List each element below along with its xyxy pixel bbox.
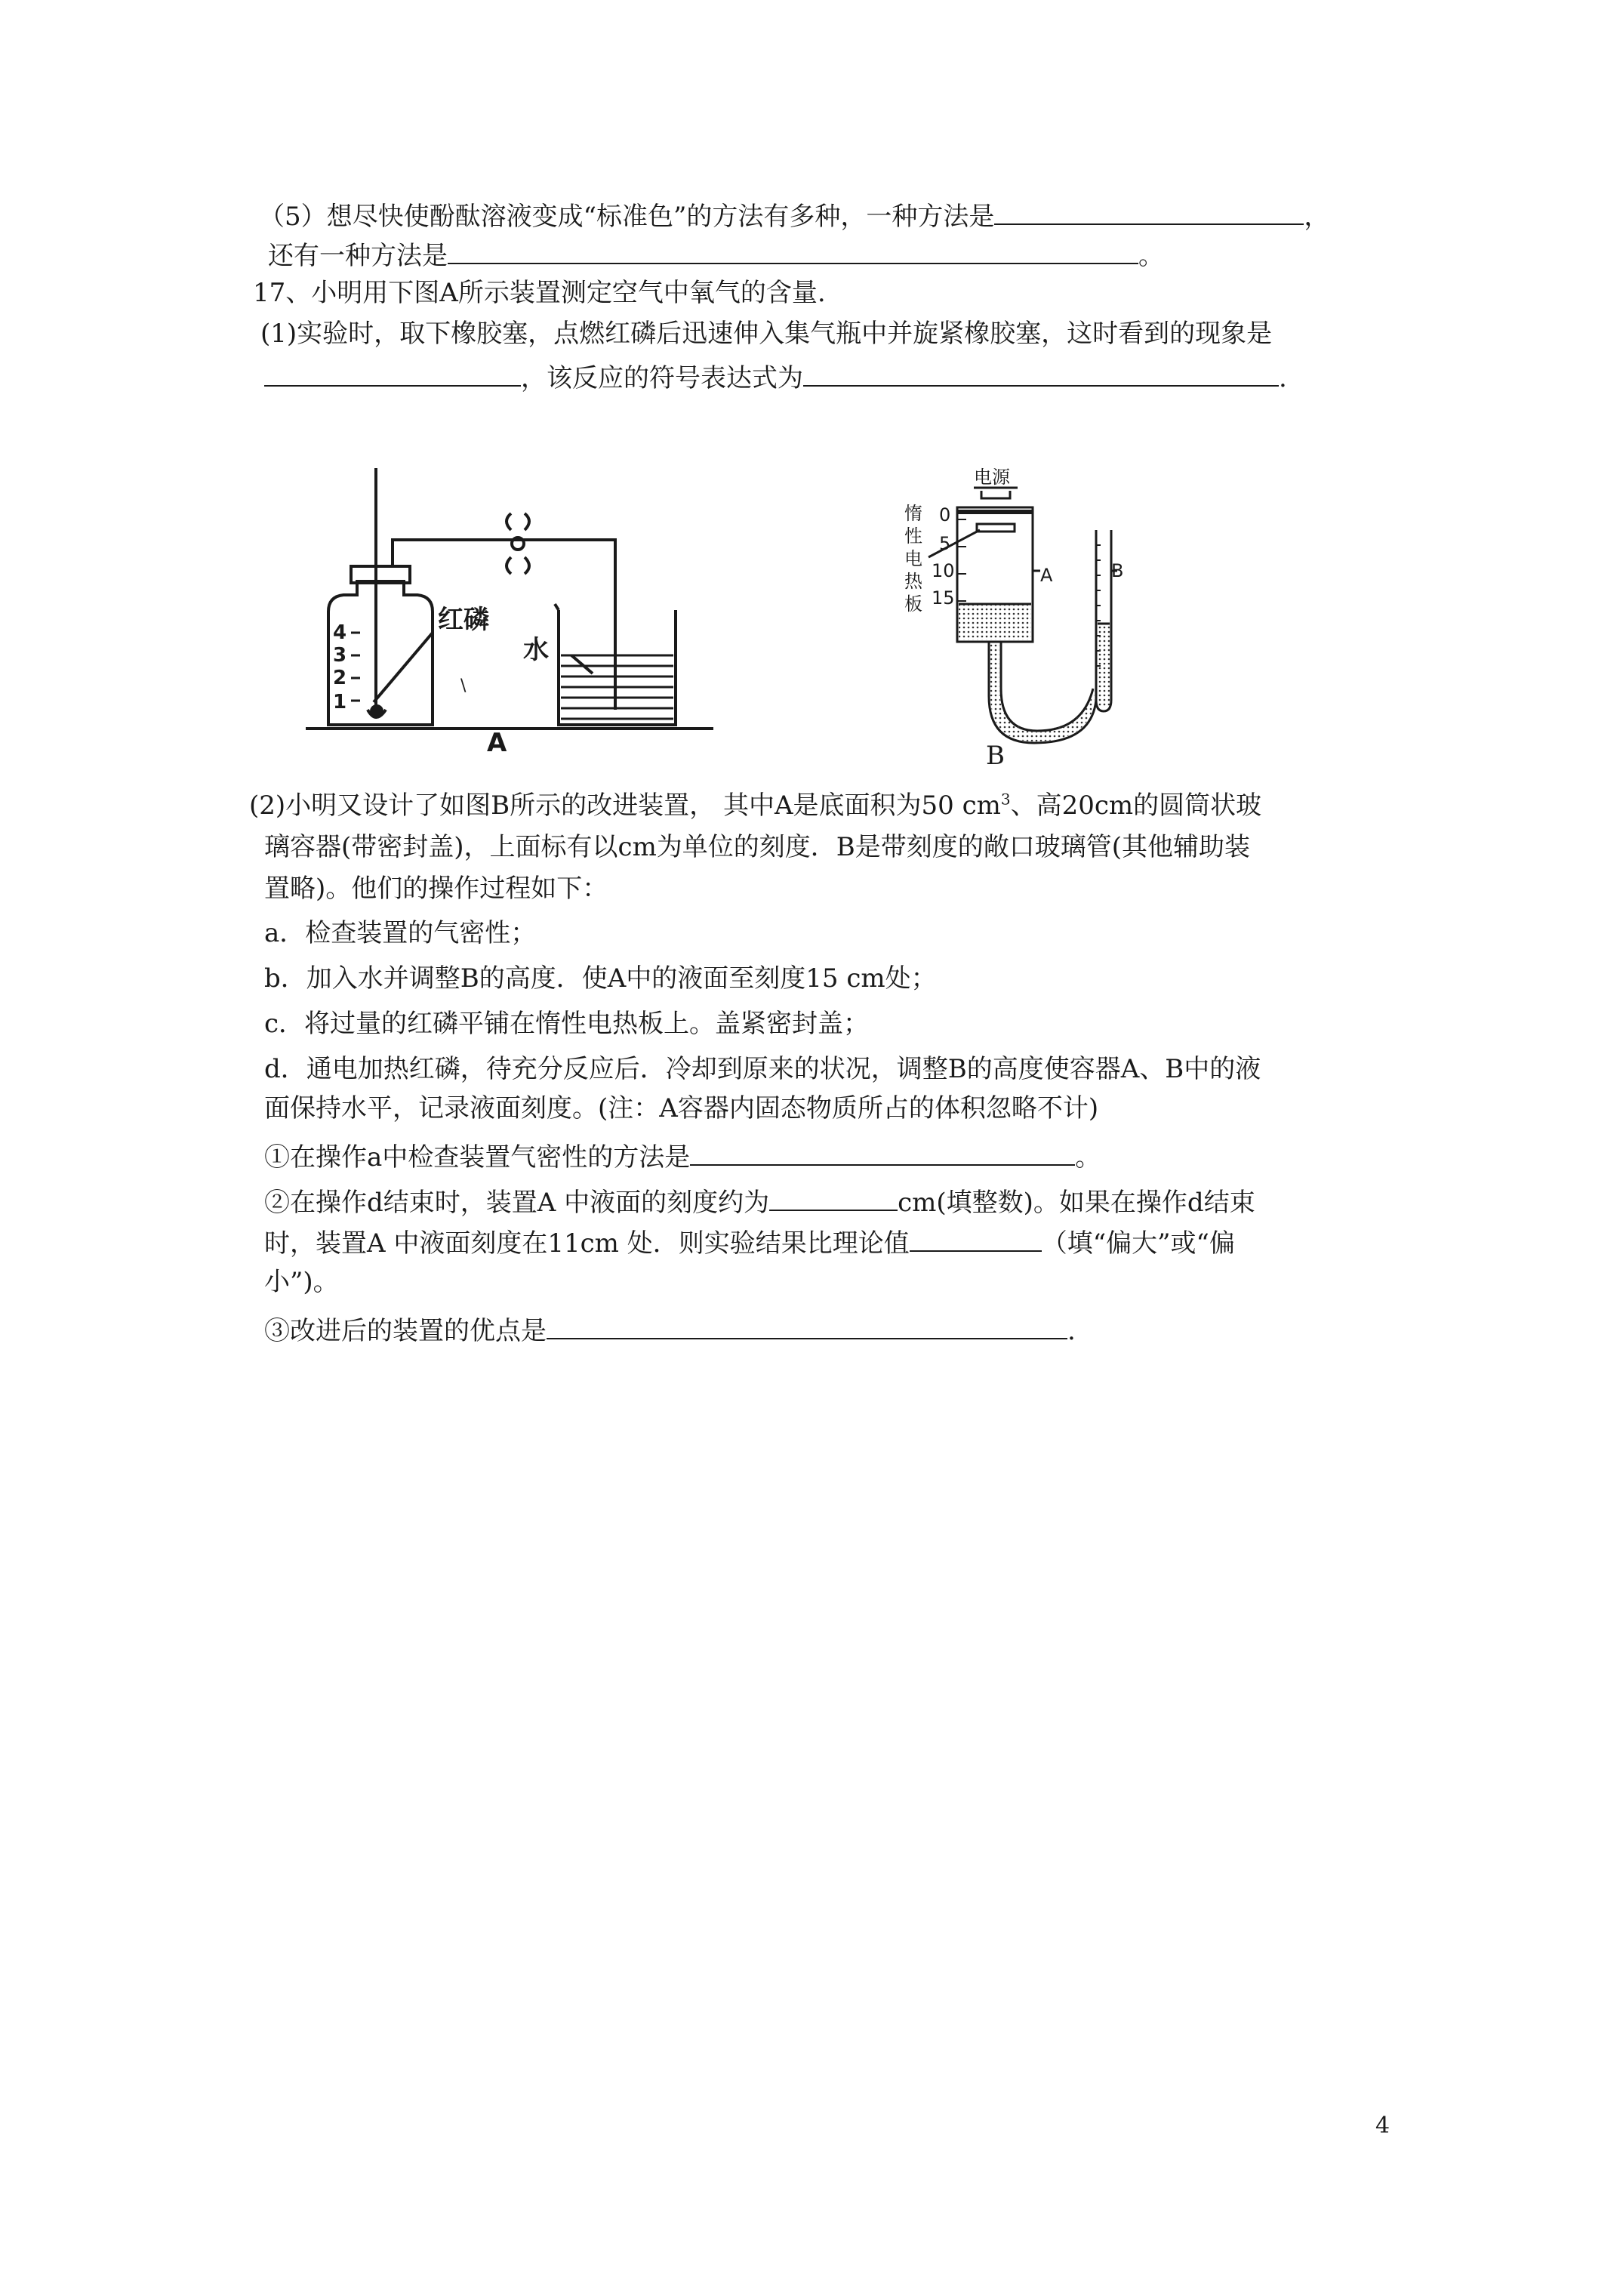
answer-blank-17-1b[interactable]	[803, 359, 1279, 387]
punct: 。	[1138, 241, 1164, 271]
sub-q2-line3: 小”)。	[264, 1267, 339, 1297]
sub-q3-text: ③改进后的装置的优点是	[264, 1316, 547, 1346]
q17-2-line1	[249, 789, 1261, 822]
label-container-a: A	[1040, 565, 1053, 586]
punct: 。	[1075, 1142, 1101, 1173]
bottle-scale-2: 2	[333, 667, 347, 689]
step-d-line1: d．通电加热红磷，待充分反应后．冷却到原来的状况，调整B的高度使容器A、B中的液	[264, 1054, 1261, 1084]
side-label-1: 性	[904, 525, 922, 547]
bottle-scale-4: 4	[333, 621, 347, 644]
side-label-4: 板	[904, 593, 922, 615]
q17-1-text: ，该反应的符号表达式为	[521, 363, 803, 393]
sub-q2-text2: 时，装置A 中液面刻度在11cm 处．则实验结果比理论值	[264, 1228, 910, 1259]
step-b: b．加入水并调整B的高度．使A中的液面至刻度15 cm处；	[264, 963, 937, 994]
liquid-b	[1098, 624, 1110, 707]
sub-q2-line1	[264, 1184, 1255, 1219]
label-power-source: 电源	[974, 467, 1010, 488]
answer-blank-q2b[interactable]	[910, 1225, 1042, 1252]
step-d-line2: 面保持水平，记录液面刻度。(注：A容器内固态物质所占的体积忽略不计)	[264, 1093, 1099, 1123]
q16-5-line1	[259, 198, 1329, 233]
punct: .	[1279, 363, 1287, 393]
answer-blank-q3[interactable]	[547, 1312, 1067, 1339]
bottle-scale-1: 1	[333, 691, 347, 713]
q16-5-text: （5）想尽快使酚酞溶液变成“标准色”的方法有多种，一种方法是	[259, 202, 995, 232]
punct: .	[1067, 1316, 1076, 1346]
q17-2-text-b: 、高20cm的圆筒状玻	[1010, 791, 1262, 821]
side-label-0: 惰	[904, 503, 922, 524]
q17-1-line2	[264, 359, 1287, 395]
answer-blank-5a[interactable]	[994, 198, 1304, 225]
scale-15: 15	[932, 587, 955, 609]
answer-blank-q1[interactable]	[690, 1139, 1075, 1166]
label-red-phosphorus: 红磷	[438, 605, 489, 635]
liquid-a	[959, 604, 1031, 640]
sub-q2-text: ②在操作d结束时，装置A 中液面的刻度约为	[264, 1188, 770, 1218]
answer-blank-q2a[interactable]	[769, 1184, 898, 1211]
scale-10: 10	[932, 560, 955, 581]
apparatus-figure-b	[898, 462, 1155, 772]
q17-2-line3: 置略)。他们的操作过程如下：	[264, 874, 608, 904]
sub-q3	[264, 1312, 1076, 1348]
scale-0: 0	[939, 504, 951, 525]
label-water: 水	[523, 635, 549, 665]
q17-2-line2: 璃容器(带密封盖)，上面标有以cm为单位的刻度．B是带刻度的敞口玻璃管(其他辅助装	[264, 832, 1251, 862]
q17-title: 17、小明用下图A所示装置测定空气中氧气的含量.	[253, 278, 826, 308]
figure-b-caption: B	[986, 741, 1005, 771]
answer-blank-17-1a[interactable]	[264, 359, 521, 387]
q16-5-text2: 还有一种方法是	[268, 241, 448, 271]
figure-a-caption: A	[487, 728, 507, 758]
side-label-2: 电	[904, 548, 922, 569]
step-a: a．检查装置的气密性；	[264, 918, 537, 948]
mark: \	[460, 676, 467, 695]
sub-q2-end: （填“偏大”或“偏	[1041, 1228, 1235, 1259]
q17-1-line1: (1)实验时，取下橡胶塞，点燃红磷后迅速伸入集气瓶中并旋紧橡胶塞，这时看到的现象是	[260, 319, 1273, 349]
sub-q2-line2	[264, 1225, 1235, 1260]
label-tube-b: B	[1111, 560, 1124, 581]
apparatus-figure-a	[298, 461, 721, 759]
sub-q1	[264, 1139, 1101, 1174]
q17-2-text-a: (2)小明又设计了如图B所示的改进装置， 其中A是底面积为50 cm	[249, 791, 1001, 821]
superscript: 3	[1000, 790, 1011, 809]
page-number: 4	[1375, 2113, 1390, 2139]
scale-5: 5	[939, 533, 951, 554]
bottle-scale-3: 3	[333, 644, 347, 667]
answer-blank-5b[interactable]	[448, 237, 1138, 264]
sub-q1-text: ①在操作a中检查装置气密性的方法是	[264, 1142, 691, 1173]
punct: ，	[1304, 202, 1330, 232]
side-label-3: 热	[904, 571, 922, 592]
step-c: c．将过量的红磷平铺在惰性电热板上。盖紧密封盖；	[264, 1009, 870, 1039]
sub-q2-mid: cm(填整数)。如果在操作d结束	[898, 1188, 1255, 1218]
q16-5-line2	[268, 237, 1164, 273]
